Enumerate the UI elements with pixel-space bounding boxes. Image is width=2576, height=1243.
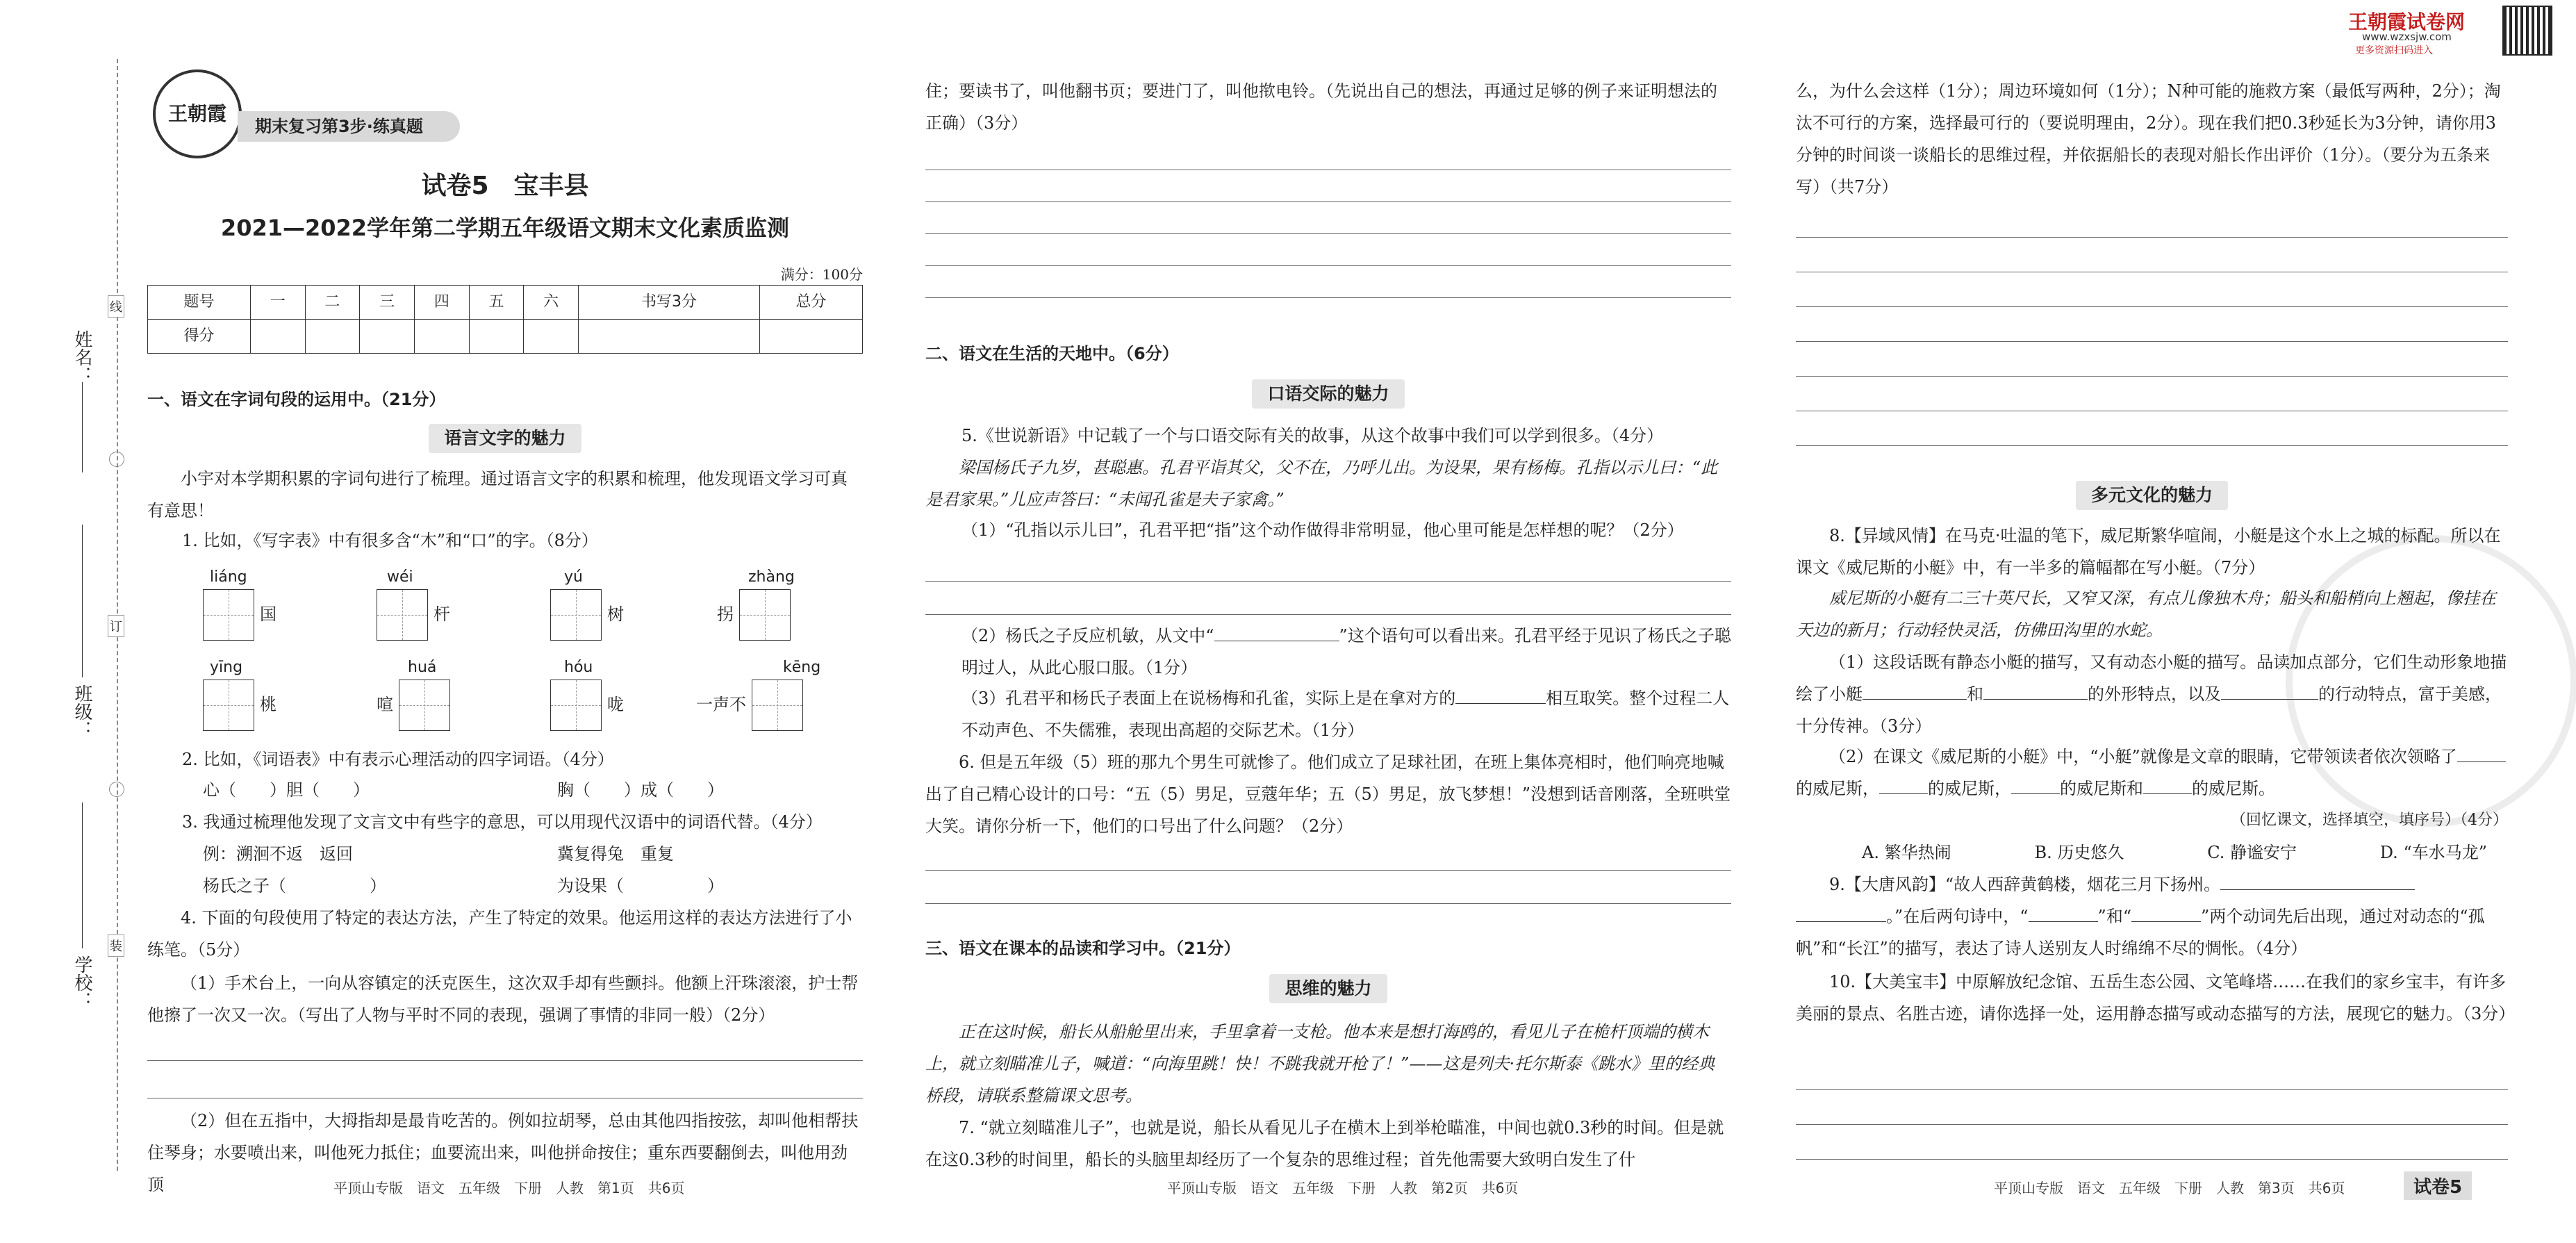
q8-part-2 — [1796, 741, 2508, 805]
paper-title: 试卷5 宝丰县 — [421, 172, 589, 200]
answer-line[interactable] — [147, 1028, 863, 1061]
q9-text-d: ”两个动词先后出现，通过对动态的“孤帆”和“长江”的描写，表达了诗人送别友人时绵绵不尽的惆怅。（4分） — [1796, 907, 2485, 958]
question-10: 10.【大美宝丰】中原解放纪念馆、五岳生态公园、文笔峰塔……在我们的家乡宝丰，有许多美丽的景点、名胜古迹，请你选择一处，运用静态描写或动态描写的方法，展现它的魅力。（3分） — [1796, 972, 2516, 1023]
char-box[interactable] — [377, 589, 428, 641]
q8-1-text-a: （1）这段话既有静态小艇的描写，又有动态小艇的描写。品读加点部分，它们生动形象地描绘了小艇 — [1796, 652, 2507, 704]
column-3 — [1796, 0, 2516, 1243]
char-box[interactable] — [550, 680, 602, 731]
char-suffix: 国 — [260, 604, 276, 624]
score-header-cell: 五 — [469, 286, 524, 320]
q9-blank-line-1[interactable] — [2220, 889, 2415, 890]
q8-1-text-d: 的行动特点，富于美感，十分传神。（3分） — [1796, 684, 2502, 736]
score-cell[interactable] — [250, 320, 305, 354]
answer-line[interactable] — [1796, 1092, 2508, 1125]
option-c: C. 静谧安宁 — [2207, 843, 2297, 862]
paper-tag: 试卷5 — [2404, 1171, 2472, 1200]
char-suffix: 杆 — [434, 604, 450, 624]
score-cell[interactable] — [414, 320, 469, 354]
q9-text-b: 。”在后两句诗中，“ — [1886, 907, 2029, 926]
score-header-cell: 六 — [524, 286, 579, 320]
banner-text: 期末复习第3步·练真题 — [255, 117, 423, 136]
pinyin: yú — [564, 568, 583, 586]
q7-passage: 正在这时候，船长从船舱里出来，手里拿着一支枪。他本来是想打海鸥的，看见儿子在桅杆顶端的横木上，就立刻瞄准儿子，喊道：“向海里跳！快！不跳我就开枪了！”——这是列夫·托尔斯泰《跳水》里的经典桥段，请联系整篇课文思考。 — [925, 1022, 1715, 1105]
paper-subtitle: 2021—2022学年第二学期五年级语文期末文化素质监测 — [220, 215, 790, 241]
footer-page-3: 平顶山专版 语文 五年级 下册 人教 第3页 共6页 — [1994, 1180, 2345, 1196]
bind-mark-2: 订 — [108, 615, 124, 637]
q3-blank-d[interactable]: 为设果（ ） — [557, 876, 724, 896]
answer-line[interactable] — [925, 838, 1731, 871]
answer-line[interactable] — [925, 549, 1731, 582]
bind-circle-2 — [109, 782, 124, 797]
brand-tagline: 更多资源扫码进入 — [2355, 45, 2433, 56]
score-header-cell: 题号 — [148, 286, 251, 320]
q7-continued: 么，为什么会这样（1分）；周边环境如何（1分）；N种可能的施救方案（最低写两种，2分）；淘汰不可行的方案，选择最可行的（要说明理由，2分）。现在我们把0.3秒延长为3分钟，请你用3分钟的时间谈一谈船长的思维过程，并依据船长的表现对船长作出评价（1分）。（要分为五条来写）（共7分） — [1796, 81, 2501, 197]
q8-1-blank-1[interactable] — [1863, 699, 1967, 700]
logo-text: 王朝霞 — [167, 102, 226, 125]
char-box[interactable] — [203, 589, 254, 641]
answer-line[interactable] — [1796, 413, 2508, 446]
q4-continued: 住；要读书了，叫他翻书页；要进门了，叫他揿电铃。（先说出自己的想法，再通过足够的例子来证明想法的正确）（3分） — [925, 81, 1717, 133]
score-cell[interactable] — [305, 320, 360, 354]
score-cell[interactable] — [360, 320, 415, 354]
q8-2-text-b: 的威尼斯， — [1796, 779, 1879, 798]
question-4: 4. 下面的句段使用了特定的表达方法，产生了特定的效果。他运用这样的表达方法进行了小练笔。（5分） — [147, 908, 852, 960]
q8-2-text-e: 的威尼斯。 — [2192, 779, 2275, 798]
answer-line[interactable] — [925, 201, 1731, 234]
char-box[interactable] — [399, 680, 450, 731]
q2-blank-a[interactable]: 心（ ）胆（ ） — [203, 780, 370, 800]
class-label: 班级： — [72, 684, 92, 739]
q8-part-1 — [1796, 646, 2508, 742]
answer-line[interactable] — [925, 582, 1731, 615]
q8-1-text-c: 的外形特点，以及 — [2088, 684, 2221, 704]
answer-line[interactable] — [925, 265, 1731, 298]
name-label: 姓名： — [72, 330, 92, 384]
char-suffix: 树 — [607, 604, 624, 624]
brand-site: 王朝霞试卷网 — [2348, 10, 2466, 33]
q3-example: 例：溯洄不返 返回 — [203, 844, 353, 864]
pinyin: yīng — [210, 659, 243, 676]
answer-line[interactable] — [1796, 274, 2508, 307]
char-prefix: 一声不 — [696, 694, 746, 714]
name-field[interactable] — [82, 382, 83, 472]
char-prefix: 喧 — [377, 694, 393, 714]
pinyin: kēng — [783, 659, 821, 676]
score-table-header-row — [148, 286, 863, 320]
option-b: B. 历史悠久 — [2034, 843, 2124, 862]
q8-passage: 威尼斯的小艇有二三十英尺长，又窄又深，有点儿像独木舟；船头和船梢向上翘起，像挂在天边的新月；行动轻快灵活，仿佛田沟里的水蛇。 — [1796, 588, 2496, 640]
pinyin: zhàng — [748, 568, 795, 586]
bind-mark-1: 线 — [108, 295, 124, 318]
score-cell[interactable] — [579, 320, 760, 354]
q4-part-1: （1）手术台上，一向从容镇定的沃克医生，这次双手却有些颤抖。他额上汗珠滚滚，护士帮他擦了一次又一次。（写出了人物与平时不同的表现，强调了事情的非同一般）（2分） — [147, 973, 859, 1025]
answer-line[interactable] — [1796, 309, 2508, 342]
q5-passage: 梁国杨氏子九岁，甚聪惠。孔君平诣其父，父不在，乃呼儿出。为设果，果有杨梅。孔指以示儿曰：“此是君家果。”儿应声答曰：“未闻孔雀是夫子家禽。” — [925, 458, 1718, 509]
q5-3-text-a: （3）孔君平和杨氏子表面上在说杨梅和孔雀，实际上是在拿对方的 — [961, 689, 1456, 708]
q8-2-blank-3[interactable] — [2011, 793, 2060, 794]
q3-blank-c[interactable]: 杨氏之子（ ） — [203, 876, 386, 896]
full-score: 满分：100分 — [780, 266, 863, 283]
footer-page-2: 平顶山专版 语文 五年级 下册 人教 第2页 共6页 — [1167, 1180, 1519, 1196]
char-prefix: 拐 — [717, 604, 734, 624]
section-3-heading: 三、语文在课本的品读和学习中。（21分） — [925, 939, 1241, 958]
answer-line[interactable] — [1796, 240, 2508, 272]
question-7: 7. “就立刻瞄准儿子”，也就是说，船长从看见儿子在横木上到举枪瞄准，中间也就0.3秒的时间。但是就在这0.3秒的时间里，船长的头脑里却经历了一个复杂的思维过程；首先他需要大致明白发生了什 — [925, 1118, 1724, 1169]
char-box[interactable] — [739, 589, 791, 641]
q9-blank-verb-2[interactable] — [2131, 921, 2201, 922]
logo-badge — [153, 69, 242, 158]
qr-code-icon — [2502, 6, 2552, 56]
q8-note: （回忆课文，选择填空，填序号）（4分） — [2231, 812, 2508, 829]
answer-line[interactable] — [925, 170, 1731, 202]
answer-line[interactable] — [147, 1066, 863, 1098]
column-2 — [925, 0, 1731, 1243]
score-header-cell: 总分 — [760, 286, 863, 320]
intro-text: 小宇对本学期积累的字词句进行了梳理。通过语言文字的积累和梳理，他发现语文学习可真有意思！ — [147, 469, 848, 520]
score-table — [147, 285, 863, 354]
option-a: A. 繁华热闹 — [1862, 843, 1951, 862]
question-6: 6. 但是五年级（5）班的那九个男生可就惨了。他们成立了足球社团，在班上集体亮相时，他们响亮地喊出了自己精心设计的口号：“五（5）男足，豆蔻年华；五（5）男足，放飞梦想！”没想到话音刚落，全班哄堂大笑。请你分析一下，他们的口号出了什么问题？（2分） — [925, 752, 1731, 836]
q8-2-text-d: 的威尼斯和 — [2060, 779, 2143, 798]
q8-2-blank-2[interactable] — [1879, 793, 1928, 794]
q9-text-c: ”和“ — [2097, 907, 2132, 926]
pinyin: hóu — [564, 659, 593, 676]
question-5: 5.《世说新语》中记载了一个与口语交际有关的故事，从这个故事中我们可以学到很多。（4分） — [961, 426, 1664, 445]
score-header-cell: 二 — [305, 286, 360, 320]
question-8: 8.【异域风情】在马克·吐温的笔下，威尼斯繁华喧闹，小艇是这个水上之城的标配。所以在课文《威尼斯的小艇》中，有一半多的篇幅都在写小艇。（7分） — [1796, 526, 2501, 577]
char-box[interactable] — [550, 589, 602, 641]
char-suffix: 咙 — [607, 694, 624, 714]
question-9 — [1796, 869, 2508, 964]
q8-2-blank-4[interactable] — [2143, 793, 2192, 794]
q8-1-text-b: 和 — [1967, 684, 1983, 704]
q4-part-2: （2）但在五指中，大拇指却是最肯吃苦的。例如拉胡琴，总由其他四指按弦，却叫他相帮扶住琴身；水要喷出来，叫他死力抵住；血要流出来，叫他拼命按住；重东西要翻倒去，叫他用劲顶 — [147, 1111, 859, 1194]
score-table-row — [148, 320, 863, 354]
section-1-heading: 一、语文在字词句段的运用中。（21分） — [147, 390, 446, 409]
answer-line[interactable] — [1796, 379, 2508, 411]
answer-line[interactable] — [925, 871, 1731, 904]
footer-page-1: 平顶山专版 语文 五年级 下册 人教 第1页 共6页 — [333, 1180, 685, 1196]
score-header-cell: 三 — [360, 286, 415, 320]
answer-line[interactable] — [1796, 1127, 2508, 1160]
score-row-label: 得分 — [148, 320, 251, 354]
bind-mark-3: 装 — [108, 935, 124, 957]
answer-line[interactable] — [1796, 205, 2508, 238]
char-box[interactable] — [752, 680, 803, 731]
score-header-cell: 四 — [414, 286, 469, 320]
bind-circle-1 — [109, 452, 124, 467]
section-bar-thinking: 思维的魅力 — [1269, 974, 1387, 1003]
score-header-cell: 书写3分 — [579, 286, 760, 320]
pinyin: liáng — [210, 568, 247, 586]
q5-3-blank[interactable] — [1455, 703, 1546, 704]
char-suffix: 桃 — [260, 694, 276, 714]
q5-2-text-b: ”这个语句可以看出来。孔君平经于见识了杨氏之子聪明过人，从此心服口服。（1分） — [961, 626, 1731, 677]
q5-part-3 — [961, 682, 1731, 746]
section-bar-language: 语言文字的魅力 — [429, 424, 581, 453]
score-cell[interactable] — [760, 320, 863, 354]
section-2-heading: 二、语文在生活的天地中。（6分） — [925, 344, 1179, 363]
question-2: 2. 比如，《词语表》中有表示心理活动的四字词语。（4分） — [182, 750, 614, 769]
q5-part-1: （1）“孔指以示儿曰”，孔君平把“指”这个动作做得非常明显，他心里可能是怎样想的呢？（2分） — [961, 520, 1684, 540]
question-3: 3. 我通过梳理他发现了文言文中有些字的意思，可以用现代汉语中的词语代替。（4分） — [182, 812, 823, 832]
q8-2-text-c: 的威尼斯， — [1928, 779, 2011, 798]
school-label: 学校： — [72, 955, 92, 1010]
q9-text-a: 9.【大唐风韵】“故人西辞黄鹤楼，烟花三月下扬州。 — [1829, 875, 2221, 894]
q9-blank-line-2[interactable] — [1796, 921, 1886, 922]
section-bar-culture: 多元文化的魅力 — [2076, 481, 2228, 510]
score-cell[interactable] — [524, 320, 579, 354]
answer-line[interactable] — [1796, 1057, 2508, 1090]
answer-line[interactable] — [925, 233, 1731, 266]
pinyin: huá — [408, 659, 437, 676]
q5-2-text-a: （2）杨氏之子反应机敏，从文中“ — [961, 626, 1214, 645]
section-bar-oral: 口语交际的魅力 — [1252, 379, 1404, 409]
char-box[interactable] — [203, 680, 254, 731]
score-header-cell: 一 — [250, 286, 305, 320]
score-cell[interactable] — [469, 320, 524, 354]
answer-line[interactable] — [1796, 344, 2508, 377]
pinyin: wéi — [387, 568, 413, 586]
school-field[interactable] — [82, 802, 83, 948]
q5-part-2 — [961, 620, 1731, 684]
answer-line[interactable] — [925, 138, 1731, 170]
column-1 — [147, 0, 863, 1243]
q5-3-text-b: 相互取笑。整个过程二人不动声色、不失儒雅，表现出高超的交际艺术。（1分） — [961, 689, 1730, 740]
q2-blank-b[interactable]: 胸（ ）成（ ） — [557, 780, 724, 800]
header-banner — [238, 111, 460, 142]
q8-1-blank-3[interactable] — [2221, 699, 2318, 700]
brand-url: www.wzxsjw.com — [2362, 31, 2452, 43]
q9-blank-verb-1[interactable] — [2029, 921, 2098, 922]
q3-example-2: 冀复得兔 重复 — [557, 844, 674, 864]
option-d: D. “车水马龙” — [2379, 843, 2487, 862]
q8-2-text: （2）在课文《威尼斯的小艇》中，“小艇”就像是文章的眼睛，它带领读者依次领略了 — [1829, 747, 2457, 766]
question-1: 1. 比如，《写字表》中有很多含“木”和“口”的字。（8分） — [182, 531, 598, 550]
class-field[interactable] — [82, 525, 83, 677]
q8-1-blank-2[interactable] — [1983, 699, 2088, 700]
